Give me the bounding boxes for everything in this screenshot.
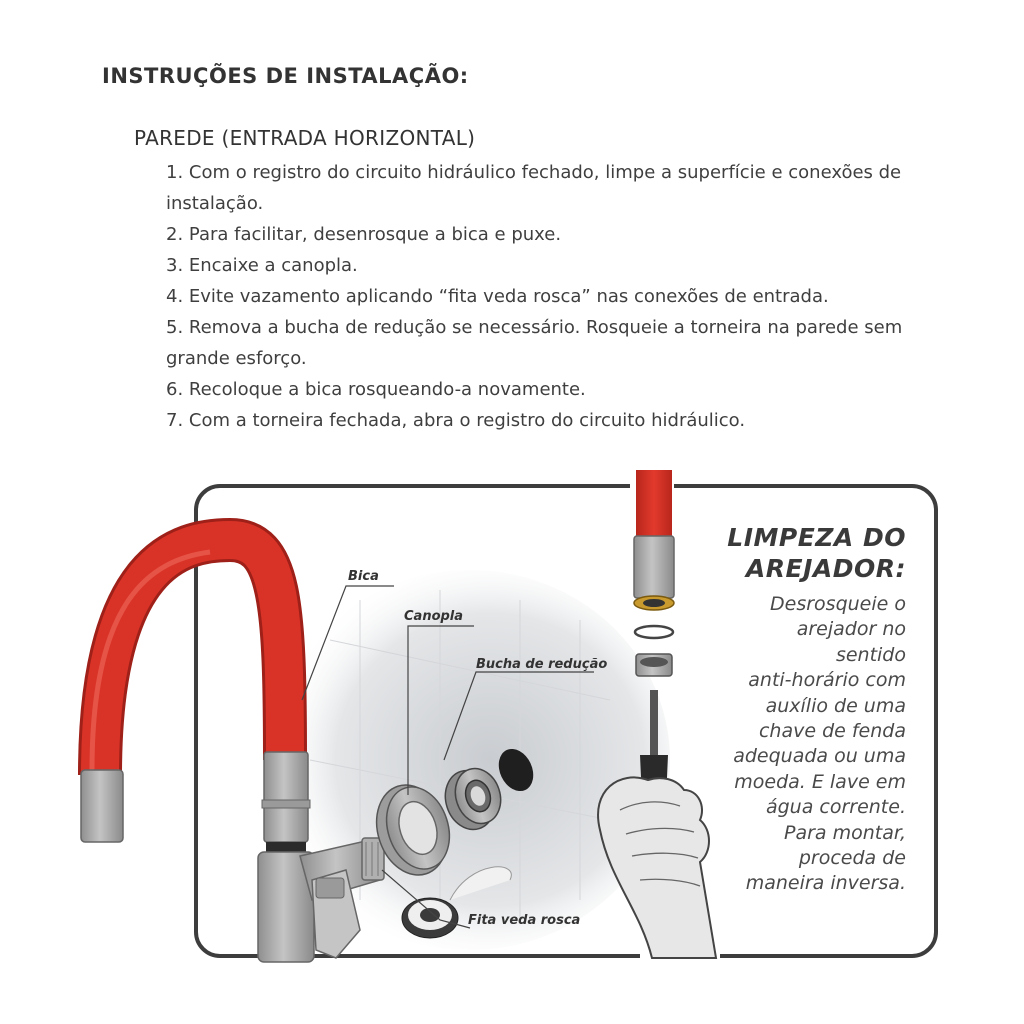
label-bucha: Bucha de redução [476, 657, 608, 672]
aerator-text-line: proceda de [798, 847, 906, 870]
label-fita: Fita veda rosca [468, 913, 581, 928]
aerator-title-line: AREJADOR: [745, 554, 906, 583]
step-item: 6. Recoloque a bica rosqueando-a novamente. [166, 379, 586, 400]
aerator-text-line: Desrosqueie o [770, 593, 906, 615]
step-item: 7. Com a torneira fechada, abra o registro do circuito hidráulico. [166, 410, 746, 431]
aerator-text-line: auxílio de uma [765, 694, 906, 717]
spout-bica [81, 540, 310, 854]
aerator-instructions [690, 592, 906, 897]
aerator-text-line: anti-horário com [748, 669, 906, 692]
step-item: 4. Evite vazamento aplicando “fita veda rosca” nas conexões de entrada. [166, 286, 829, 307]
aerator-box-title [700, 522, 906, 584]
label-bica: Bica [348, 569, 379, 584]
page-title: INSTRUÇÕES DE INSTALAÇÃO: [102, 64, 469, 88]
aerator-text-line: chave de fenda [758, 720, 906, 743]
aerator-text-line: Para montar, [784, 821, 906, 844]
aerator-text-line: sentido [835, 643, 906, 666]
step-item: 1. Com o registro do circuito hidráulico fechado, limpe a superfície e conexões de instalação. [166, 162, 902, 214]
step-item: 2. Para facilitar, desenrosque a bica e puxe. [166, 224, 562, 245]
aerator-text-line: água corrente. [765, 796, 906, 819]
section-title: PAREDE (ENTRADA HORIZONTAL) [134, 126, 476, 150]
step-item: 5. Remova a bucha de redução se necessário. Rosqueie a torneira na parede sem grande esforço. [166, 317, 903, 369]
aerator-text-line: arejador no [796, 618, 906, 641]
aerator-text-line: maneira inversa. [745, 872, 906, 895]
aerator-title-line: LIMPEZA DO [727, 523, 906, 552]
aerator-exploded-view [634, 470, 674, 676]
step-item: 3. Encaixe a canopla. [166, 255, 358, 276]
label-canopla: Canopla [404, 609, 464, 624]
aerator-text-line: moeda. E lave em [734, 770, 906, 793]
aerator-text-line: adequada ou uma [733, 745, 906, 768]
